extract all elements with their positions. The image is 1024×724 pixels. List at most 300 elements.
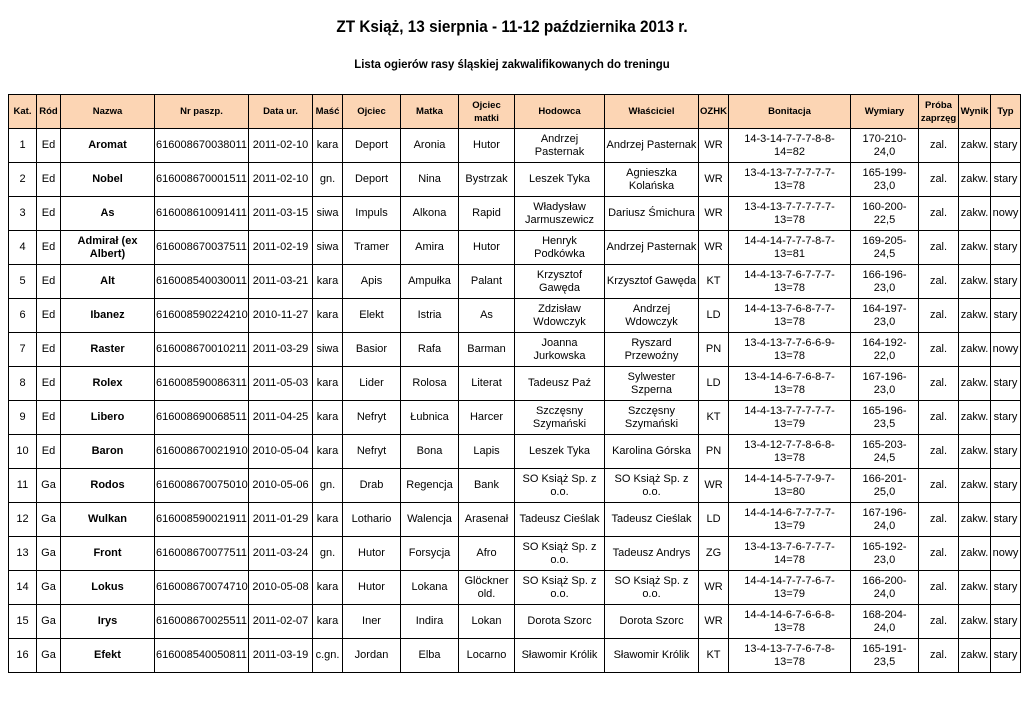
col-ojciec-cell: Tramer: [343, 231, 401, 265]
col-typ-cell: stary: [991, 231, 1021, 265]
stallions-table: [8, 94, 1021, 673]
col-kat-cell: 7: [9, 333, 37, 367]
col-nr-paszp-cell: 616008590224210: [155, 299, 249, 333]
col-proba-zaprzeg-cell: zal.: [919, 435, 959, 469]
table-row: [9, 605, 1021, 639]
col-wlasciciel-cell: Tadeusz Cieślak: [605, 503, 699, 537]
col-nazwa-cell: Alt: [61, 265, 155, 299]
col-hodowca-cell: SO Książ Sp. z o.o.: [515, 537, 605, 571]
col-hodowca-cell: Andrzej Pasternak: [515, 129, 605, 163]
col-hodowca-cell: Krzysztof Gawęda: [515, 265, 605, 299]
col-ozhk-cell: WR: [699, 469, 729, 503]
col-hodowca-cell: SO Książ Sp. z o.o.: [515, 469, 605, 503]
col-hodowca-cell: Tadeusz Cieślak: [515, 503, 605, 537]
col-masc-cell: siwa: [313, 231, 343, 265]
table-row: [9, 163, 1021, 197]
col-matka-cell: Forsycja: [401, 537, 459, 571]
col-ojciec-cell: Hutor: [343, 537, 401, 571]
col-kat-cell: 5: [9, 265, 37, 299]
col-proba-zaprzeg-cell: zal.: [919, 503, 959, 537]
col-nr-paszp-cell: 616008610091411: [155, 197, 249, 231]
col-nr-paszp-cell: 616008670010211: [155, 333, 249, 367]
col-typ-cell: stary: [991, 163, 1021, 197]
col-ojciec-header: Ojciec: [343, 95, 401, 129]
col-wlasciciel-cell: SO Książ Sp. z o.o.: [605, 469, 699, 503]
col-kat-cell: 12: [9, 503, 37, 537]
col-proba-zaprzeg-cell: zal.: [919, 299, 959, 333]
col-masc-cell: kara: [313, 299, 343, 333]
col-kat-cell: 1: [9, 129, 37, 163]
col-kat-cell: 4: [9, 231, 37, 265]
col-ozhk-cell: WR: [699, 129, 729, 163]
col-matka-cell: Walencja: [401, 503, 459, 537]
col-typ-cell: stary: [991, 571, 1021, 605]
col-nr-paszp-header: Nr paszp.: [155, 95, 249, 129]
col-proba-zaprzeg-cell: zal.: [919, 571, 959, 605]
col-wlasciciel-cell: Szczęsny Szymański: [605, 401, 699, 435]
table-row: [9, 401, 1021, 435]
col-masc-cell: kara: [313, 605, 343, 639]
col-data-ur-cell: 2011-02-10: [249, 129, 313, 163]
col-nazwa-cell: Raster: [61, 333, 155, 367]
col-ojciec-matki-cell: Bystrzak: [459, 163, 515, 197]
col-ojciec-matki-cell: Palant: [459, 265, 515, 299]
col-rod-cell: Ed: [37, 265, 61, 299]
col-ojciec-matki-cell: Barman: [459, 333, 515, 367]
col-masc-cell: gn.: [313, 163, 343, 197]
col-hodowca-cell: Tadeusz Paź: [515, 367, 605, 401]
col-rod-cell: Ga: [37, 605, 61, 639]
col-wlasciciel-cell: SO Książ Sp. z o.o.: [605, 571, 699, 605]
col-nr-paszp-cell: 616008670037511: [155, 231, 249, 265]
col-typ-cell: nowy: [991, 197, 1021, 231]
col-kat-cell: 6: [9, 299, 37, 333]
col-data-ur-cell: 2011-03-21: [249, 265, 313, 299]
col-matka-cell: Istria: [401, 299, 459, 333]
col-bonitacja-cell: 14-4-14-7-7-7-8-7-13=81: [729, 231, 851, 265]
col-ojciec-cell: Hutor: [343, 571, 401, 605]
col-wynik-cell: zakw.: [959, 537, 991, 571]
col-matka-cell: Aronia: [401, 129, 459, 163]
col-kat-cell: 16: [9, 639, 37, 673]
col-typ-cell: stary: [991, 605, 1021, 639]
col-bonitacja-cell: 14-4-14-6-7-7-7-7-13=79: [729, 503, 851, 537]
col-masc-cell: c.gn.: [313, 639, 343, 673]
col-ojciec-matki-cell: Hutor: [459, 231, 515, 265]
col-nazwa-cell: Efekt: [61, 639, 155, 673]
col-ojciec-cell: Iner: [343, 605, 401, 639]
col-bonitacja-cell: 13-4-13-7-7-7-7-7-13=78: [729, 163, 851, 197]
col-typ-cell: stary: [991, 435, 1021, 469]
col-wlasciciel-cell: Sławomir Królik: [605, 639, 699, 673]
page-title: ZT Książ, 13 sierpnia - 11-12 października 2013 r.: [336, 17, 688, 36]
table-row: [9, 333, 1021, 367]
col-bonitacja-cell: 14-4-13-7-7-7-7-7-13=79: [729, 401, 851, 435]
col-wlasciciel-cell: Krzysztof Gawęda: [605, 265, 699, 299]
col-data-ur-cell: 2011-03-19: [249, 639, 313, 673]
col-wlasciciel-cell: Dorota Szorc: [605, 605, 699, 639]
col-bonitacja-cell: 13-4-13-7-7-6-7-8-13=78: [729, 639, 851, 673]
col-ojciec-cell: Nefryt: [343, 401, 401, 435]
col-ozhk-cell: WR: [699, 163, 729, 197]
col-hodowca-cell: Joanna Jurkowska: [515, 333, 605, 367]
col-data-ur-cell: 2010-05-04: [249, 435, 313, 469]
col-bonitacja-cell: 14-4-13-7-6-8-7-7-13=78: [729, 299, 851, 333]
col-typ-cell: stary: [991, 639, 1021, 673]
col-wymiary-cell: 164-197-23,0: [851, 299, 919, 333]
col-wlasciciel-header: Właściciel: [605, 95, 699, 129]
col-ozhk-cell: KT: [699, 639, 729, 673]
col-data-ur-cell: 2011-04-25: [249, 401, 313, 435]
col-nr-paszp-cell: 616008540030011: [155, 265, 249, 299]
col-wymiary-cell: 166-201-25,0: [851, 469, 919, 503]
col-nr-paszp-cell: 616008670074710: [155, 571, 249, 605]
col-wlasciciel-cell: Ryszard Przewoźny: [605, 333, 699, 367]
col-data-ur-cell: 2011-01-29: [249, 503, 313, 537]
col-ojciec-matki-cell: Lapis: [459, 435, 515, 469]
col-matka-cell: Lokana: [401, 571, 459, 605]
col-matka-header: Matka: [401, 95, 459, 129]
col-masc-cell: gn.: [313, 537, 343, 571]
col-nazwa-cell: Ibanez: [61, 299, 155, 333]
col-bonitacja-cell: 13-4-14-6-7-6-8-7-13=78: [729, 367, 851, 401]
col-nazwa-cell: Aromat: [61, 129, 155, 163]
col-wynik-cell: zakw.: [959, 129, 991, 163]
col-wymiary-cell: 167-196-23,0: [851, 367, 919, 401]
col-ozhk-cell: KT: [699, 401, 729, 435]
col-data-ur-cell: 2011-05-03: [249, 367, 313, 401]
col-data-ur-cell: 2010-11-27: [249, 299, 313, 333]
table-row: [9, 265, 1021, 299]
col-ozhk-cell: WR: [699, 197, 729, 231]
col-nr-paszp-cell: 616008670038011: [155, 129, 249, 163]
col-typ-cell: nowy: [991, 333, 1021, 367]
col-kat-cell: 15: [9, 605, 37, 639]
col-rod-cell: Ga: [37, 571, 61, 605]
col-bonitacja-cell: 14-3-14-7-7-7-8-8-14=82: [729, 129, 851, 163]
col-nazwa-header: Nazwa: [61, 95, 155, 129]
table-row: [9, 231, 1021, 265]
table-row: [9, 197, 1021, 231]
col-nazwa-cell: As: [61, 197, 155, 231]
col-matka-cell: Elba: [401, 639, 459, 673]
col-rod-cell: Ga: [37, 537, 61, 571]
col-ozhk-cell: WR: [699, 571, 729, 605]
col-kat-header: Kat.: [9, 95, 37, 129]
col-wlasciciel-cell: Sylwester Szperna: [605, 367, 699, 401]
table-row: [9, 469, 1021, 503]
col-data-ur-cell: 2011-03-24: [249, 537, 313, 571]
col-kat-cell: 8: [9, 367, 37, 401]
col-wymiary-header: Wymiary: [851, 95, 919, 129]
col-wymiary-cell: 165-192-23,0: [851, 537, 919, 571]
col-typ-cell: stary: [991, 265, 1021, 299]
col-wynik-cell: zakw.: [959, 299, 991, 333]
col-wynik-cell: zakw.: [959, 197, 991, 231]
col-wynik-cell: zakw.: [959, 367, 991, 401]
col-wynik-cell: zakw.: [959, 639, 991, 673]
col-ozhk-cell: LD: [699, 367, 729, 401]
col-bonitacja-cell: 13-4-12-7-7-8-6-8-13=78: [729, 435, 851, 469]
col-bonitacja-cell: 13-4-13-7-7-7-7-7-13=78: [729, 197, 851, 231]
col-nazwa-cell: Admirał (ex Albert): [61, 231, 155, 265]
col-typ-cell: stary: [991, 299, 1021, 333]
col-ojciec-matki-cell: Literat: [459, 367, 515, 401]
col-data-ur-cell: 2010-05-06: [249, 469, 313, 503]
col-typ-header: Typ: [991, 95, 1021, 129]
col-nazwa-cell: Nobel: [61, 163, 155, 197]
col-matka-cell: Bona: [401, 435, 459, 469]
col-wymiary-cell: 165-191-23,5: [851, 639, 919, 673]
col-proba-zaprzeg-cell: zal.: [919, 129, 959, 163]
col-masc-cell: kara: [313, 367, 343, 401]
col-ojciec-matki-cell: Afro: [459, 537, 515, 571]
col-proba-zaprzeg-cell: zal.: [919, 333, 959, 367]
col-proba-zaprzeg-header: Próba zaprzęg: [919, 95, 959, 129]
col-data-ur-header: Data ur.: [249, 95, 313, 129]
col-hodowca-cell: Henryk Podkówka: [515, 231, 605, 265]
col-hodowca-cell: Władysław Jarmuszewicz: [515, 197, 605, 231]
col-kat-cell: 13: [9, 537, 37, 571]
col-wlasciciel-cell: Tadeusz Andrys: [605, 537, 699, 571]
col-hodowca-header: Hodowca: [515, 95, 605, 129]
col-masc-cell: kara: [313, 435, 343, 469]
col-rod-cell: Ed: [37, 401, 61, 435]
col-rod-cell: Ga: [37, 503, 61, 537]
col-wynik-cell: zakw.: [959, 231, 991, 265]
col-ojciec-matki-cell: Locarno: [459, 639, 515, 673]
col-wymiary-cell: 165-203-24,5: [851, 435, 919, 469]
col-rod-cell: Ed: [37, 333, 61, 367]
col-wymiary-cell: 165-199-23,0: [851, 163, 919, 197]
col-masc-cell: siwa: [313, 197, 343, 231]
col-proba-zaprzeg-cell: zal.: [919, 605, 959, 639]
col-rod-cell: Ed: [37, 163, 61, 197]
col-bonitacja-cell: 14-4-13-7-6-7-7-7-13=78: [729, 265, 851, 299]
col-bonitacja-cell: 13-4-13-7-6-7-7-7-14=78: [729, 537, 851, 571]
col-nr-paszp-cell: 616008590086311: [155, 367, 249, 401]
col-proba-zaprzeg-cell: zal.: [919, 537, 959, 571]
table-row: [9, 299, 1021, 333]
col-wynik-cell: zakw.: [959, 435, 991, 469]
col-nr-paszp-cell: 616008670001511: [155, 163, 249, 197]
col-bonitacja-header: Bonitacja: [729, 95, 851, 129]
col-typ-cell: stary: [991, 367, 1021, 401]
col-nr-paszp-cell: 616008670075010: [155, 469, 249, 503]
col-proba-zaprzeg-cell: zal.: [919, 401, 959, 435]
col-nr-paszp-cell: 616008690068511: [155, 401, 249, 435]
col-ojciec-matki-cell: Harcer: [459, 401, 515, 435]
table-header-row: [9, 95, 1021, 129]
col-nazwa-cell: Rodos: [61, 469, 155, 503]
col-nazwa-cell: Libero: [61, 401, 155, 435]
col-wynik-cell: zakw.: [959, 401, 991, 435]
col-data-ur-cell: 2011-03-15: [249, 197, 313, 231]
col-wymiary-cell: 166-196-23,0: [851, 265, 919, 299]
col-masc-cell: kara: [313, 265, 343, 299]
col-ozhk-cell: WR: [699, 231, 729, 265]
col-ozhk-header: OZHK: [699, 95, 729, 129]
col-masc-cell: siwa: [313, 333, 343, 367]
col-wynik-cell: zakw.: [959, 605, 991, 639]
col-rod-cell: Ed: [37, 299, 61, 333]
col-matka-cell: Rolosa: [401, 367, 459, 401]
col-data-ur-cell: 2010-05-08: [249, 571, 313, 605]
col-hodowca-cell: Zdzisław Wdowczyk: [515, 299, 605, 333]
col-nr-paszp-cell: 616008670077511: [155, 537, 249, 571]
col-ojciec-cell: Deport: [343, 163, 401, 197]
col-ozhk-cell: PN: [699, 333, 729, 367]
col-typ-cell: stary: [991, 503, 1021, 537]
col-masc-cell: kara: [313, 571, 343, 605]
col-hodowca-cell: Leszek Tyka: [515, 435, 605, 469]
col-ojciec-matki-cell: Hutor: [459, 129, 515, 163]
col-rod-cell: Ed: [37, 197, 61, 231]
col-rod-cell: Ed: [37, 367, 61, 401]
col-ojciec-matki-cell: Glöckner old.: [459, 571, 515, 605]
col-hodowca-cell: Sławomir Królik: [515, 639, 605, 673]
col-ojciec-matki-header: Ojciec matki: [459, 95, 515, 129]
col-ojciec-cell: Lider: [343, 367, 401, 401]
col-wymiary-cell: 168-204-24,0: [851, 605, 919, 639]
col-wymiary-cell: 170-210-24,0: [851, 129, 919, 163]
col-ojciec-cell: Jordan: [343, 639, 401, 673]
col-nazwa-cell: Wulkan: [61, 503, 155, 537]
col-kat-cell: 9: [9, 401, 37, 435]
col-ojciec-cell: Apis: [343, 265, 401, 299]
col-wymiary-cell: 165-196-23,5: [851, 401, 919, 435]
table-row: [9, 537, 1021, 571]
col-rod-cell: Ga: [37, 639, 61, 673]
col-matka-cell: Indira: [401, 605, 459, 639]
col-wynik-cell: zakw.: [959, 163, 991, 197]
col-ozhk-cell: ZG: [699, 537, 729, 571]
col-wynik-cell: zakw.: [959, 469, 991, 503]
col-ozhk-cell: WR: [699, 605, 729, 639]
col-bonitacja-cell: 14-4-14-7-7-7-6-7-13=79: [729, 571, 851, 605]
col-rod-cell: Ed: [37, 435, 61, 469]
col-rod-cell: Ga: [37, 469, 61, 503]
col-proba-zaprzeg-cell: zal.: [919, 197, 959, 231]
col-hodowca-cell: Dorota Szorc: [515, 605, 605, 639]
col-bonitacja-cell: 13-4-13-7-7-6-6-9-13=78: [729, 333, 851, 367]
col-wlasciciel-cell: Andrzej Pasternak: [605, 231, 699, 265]
col-matka-cell: Alkona: [401, 197, 459, 231]
table-row: [9, 367, 1021, 401]
col-ojciec-cell: Lothario: [343, 503, 401, 537]
col-wynik-cell: zakw.: [959, 265, 991, 299]
col-nr-paszp-cell: 616008670025511: [155, 605, 249, 639]
col-typ-cell: stary: [991, 401, 1021, 435]
col-nr-paszp-cell: 616008590021911: [155, 503, 249, 537]
col-wlasciciel-cell: Karolina Górska: [605, 435, 699, 469]
col-masc-header: Maść: [313, 95, 343, 129]
col-ojciec-cell: Deport: [343, 129, 401, 163]
table-row: [9, 503, 1021, 537]
col-ojciec-cell: Drab: [343, 469, 401, 503]
col-ojciec-cell: Elekt: [343, 299, 401, 333]
col-wymiary-cell: 167-196-24,0: [851, 503, 919, 537]
col-wynik-cell: zakw.: [959, 571, 991, 605]
col-kat-cell: 10: [9, 435, 37, 469]
col-nazwa-cell: Front: [61, 537, 155, 571]
col-matka-cell: Amira: [401, 231, 459, 265]
table-row: [9, 571, 1021, 605]
col-kat-cell: 3: [9, 197, 37, 231]
col-ozhk-cell: LD: [699, 503, 729, 537]
col-ojciec-cell: Basior: [343, 333, 401, 367]
col-proba-zaprzeg-cell: zal.: [919, 639, 959, 673]
col-wymiary-cell: 166-200-24,0: [851, 571, 919, 605]
col-hodowca-cell: SO Książ Sp. z o.o.: [515, 571, 605, 605]
col-proba-zaprzeg-cell: zal.: [919, 367, 959, 401]
col-kat-cell: 2: [9, 163, 37, 197]
col-nazwa-cell: Rolex: [61, 367, 155, 401]
col-wymiary-cell: 169-205-24,5: [851, 231, 919, 265]
col-masc-cell: kara: [313, 503, 343, 537]
col-ozhk-cell: PN: [699, 435, 729, 469]
col-masc-cell: gn.: [313, 469, 343, 503]
col-kat-cell: 14: [9, 571, 37, 605]
col-wymiary-cell: 164-192-22,0: [851, 333, 919, 367]
col-typ-cell: stary: [991, 129, 1021, 163]
col-data-ur-cell: 2011-02-07: [249, 605, 313, 639]
col-data-ur-cell: 2011-02-19: [249, 231, 313, 265]
col-ojciec-matki-cell: Bank: [459, 469, 515, 503]
col-wynik-header: Wynik: [959, 95, 991, 129]
col-rod-cell: Ed: [37, 231, 61, 265]
col-ojciec-cell: Impuls: [343, 197, 401, 231]
col-hodowca-cell: Leszek Tyka: [515, 163, 605, 197]
table-row: [9, 435, 1021, 469]
col-bonitacja-cell: 14-4-14-6-7-6-6-8-13=78: [729, 605, 851, 639]
col-masc-cell: kara: [313, 401, 343, 435]
col-matka-cell: Regencja: [401, 469, 459, 503]
col-nazwa-cell: Baron: [61, 435, 155, 469]
table-row: [9, 639, 1021, 673]
col-matka-cell: Nina: [401, 163, 459, 197]
col-typ-cell: stary: [991, 469, 1021, 503]
col-nr-paszp-cell: 616008670021910: [155, 435, 249, 469]
table-body: [9, 129, 1021, 673]
col-proba-zaprzeg-cell: zal.: [919, 265, 959, 299]
col-wlasciciel-cell: Andrzej Wdowczyk: [605, 299, 699, 333]
col-wlasciciel-cell: Agnieszka Kolańska: [605, 163, 699, 197]
col-ojciec-matki-cell: Rapid: [459, 197, 515, 231]
col-ojciec-cell: Nefryt: [343, 435, 401, 469]
col-proba-zaprzeg-cell: zal.: [919, 231, 959, 265]
col-typ-cell: nowy: [991, 537, 1021, 571]
col-ojciec-matki-cell: As: [459, 299, 515, 333]
col-data-ur-cell: 2011-02-10: [249, 163, 313, 197]
col-bonitacja-cell: 14-4-14-5-7-7-9-7-13=80: [729, 469, 851, 503]
col-ojciec-matki-cell: Arasenał: [459, 503, 515, 537]
col-rod-header: Ród: [37, 95, 61, 129]
col-wlasciciel-cell: Dariusz Śmichura: [605, 197, 699, 231]
col-wlasciciel-cell: Andrzej Pasternak: [605, 129, 699, 163]
col-matka-cell: Ampułka: [401, 265, 459, 299]
col-nazwa-cell: Irys: [61, 605, 155, 639]
col-hodowca-cell: Szczęsny Szymański: [515, 401, 605, 435]
col-rod-cell: Ed: [37, 129, 61, 163]
col-proba-zaprzeg-cell: zal.: [919, 163, 959, 197]
col-wynik-cell: zakw.: [959, 503, 991, 537]
col-wymiary-cell: 160-200-22,5: [851, 197, 919, 231]
page-subtitle: Lista ogierów rasy śląskiej zakwalifikowanych do treningu: [354, 57, 670, 71]
col-ojciec-matki-cell: Lokan: [459, 605, 515, 639]
table-row: [9, 129, 1021, 163]
col-nazwa-cell: Lokus: [61, 571, 155, 605]
